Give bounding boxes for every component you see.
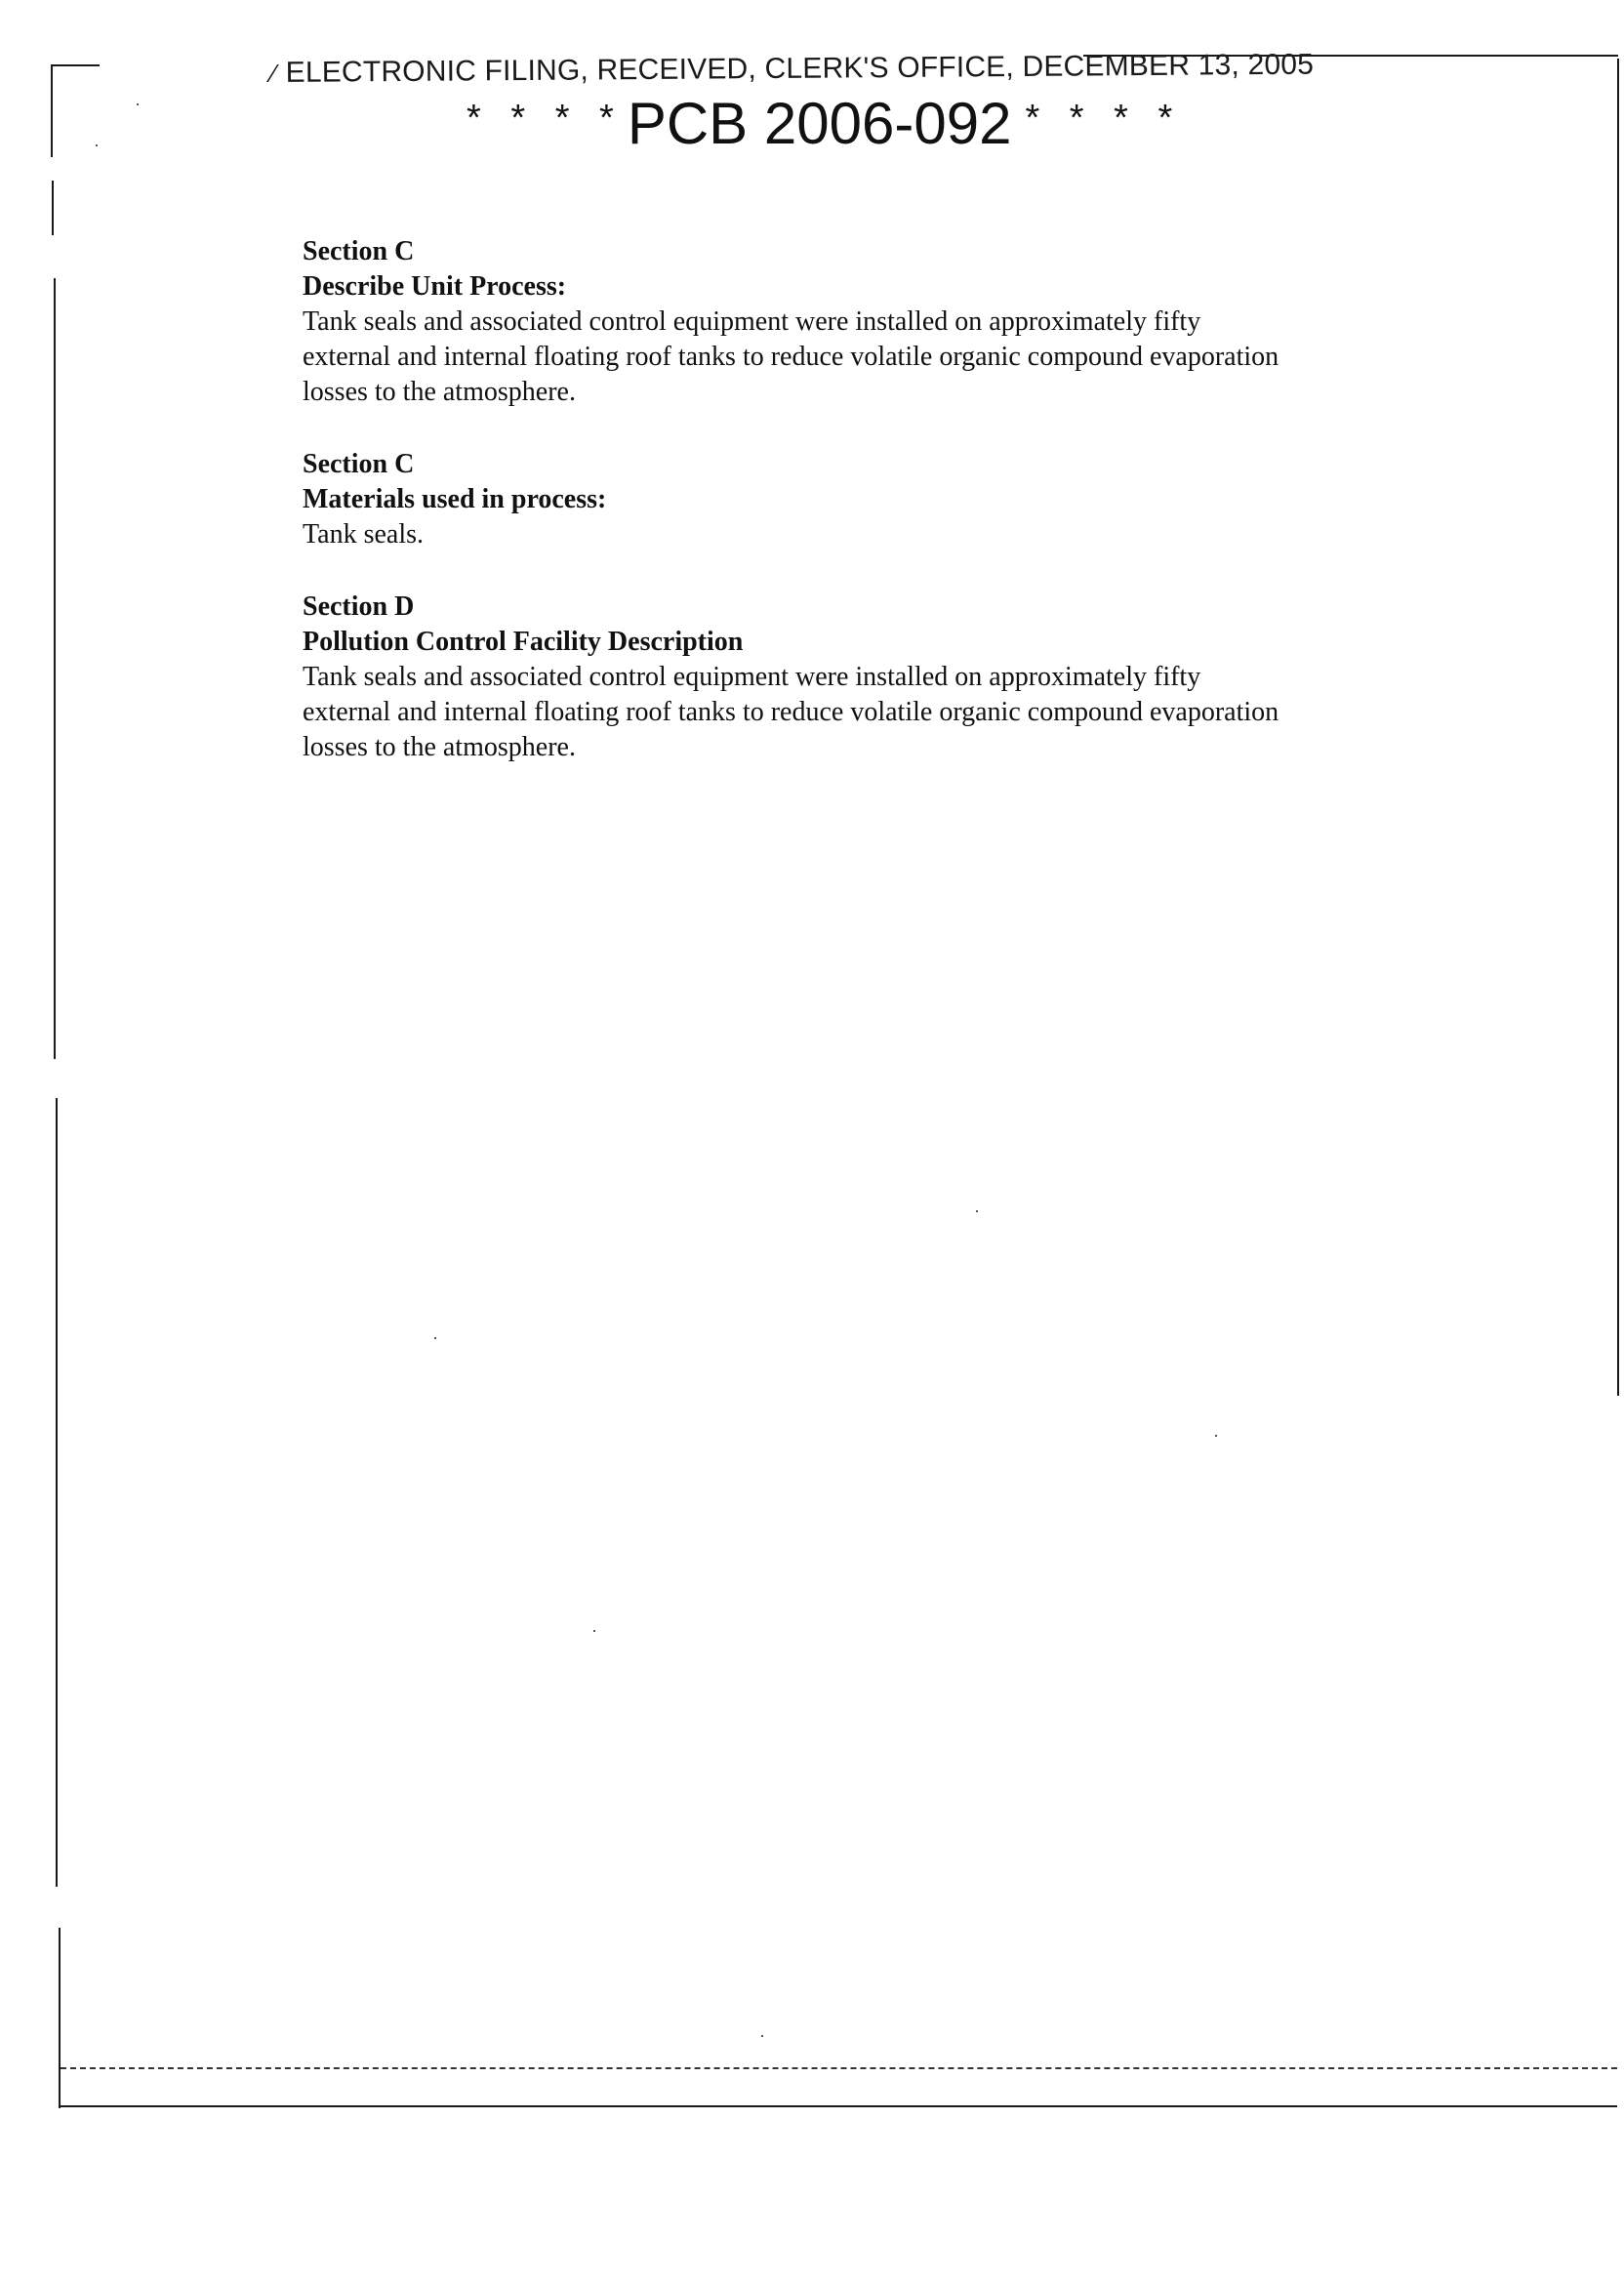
scan-frame-top-left-h: [51, 64, 100, 66]
section-subheading: Materials used in process:: [303, 484, 607, 514]
scan-frame-left-upper: [51, 64, 53, 157]
section-c-unit-process: [303, 234, 1425, 410]
scan-frame-left-mid: [52, 181, 54, 235]
section-d-pollution-control: [303, 590, 1425, 765]
case-suffix-stars: * * * *: [1025, 98, 1183, 139]
filing-stamp-text: ELECTRONIC FILING, RECEIVED, CLERK'S OFFICE, DECEMBER 13, 2005: [285, 48, 1315, 89]
scan-speck: [137, 103, 139, 105]
section-text-line: losses to the atmosphere.: [303, 732, 576, 762]
scan-speck: [96, 144, 98, 146]
case-number-line: [467, 90, 1182, 157]
scan-speck: [1215, 1435, 1217, 1437]
section-subheading: Describe Unit Process:: [303, 271, 567, 302]
section-subheading: Pollution Control Facility Description: [303, 627, 744, 657]
filing-stamp: [271, 49, 1314, 90]
check-mark-icon: ∕: [271, 58, 276, 88]
scan-frame-left-long: [54, 278, 56, 1059]
scan-frame-left-bottom: [59, 1928, 61, 2108]
section-heading: Section C: [303, 449, 415, 479]
section-text-line: Tank seals and associated control equipment were installed on approximately fifty: [303, 662, 1201, 692]
scan-speck: [593, 1630, 595, 1632]
case-number: PCB 2006-092: [627, 91, 1012, 156]
section-text-line: Tank seals and associated control equipment were installed on approximately fifty: [303, 306, 1201, 337]
section-text-line: external and internal floating roof tanks to reduce volatile organic compound evaporation: [303, 342, 1279, 372]
section-text-line: Tank seals.: [303, 519, 425, 550]
scan-speck: [434, 1337, 436, 1339]
scan-frame-bottom-solid: [61, 2105, 1617, 2107]
scan-frame-left-lower: [56, 1098, 58, 1887]
section-heading: Section D: [303, 591, 415, 622]
scan-speck: [761, 2035, 763, 2037]
section-text-line: external and internal floating roof tanks to reduce volatile organic compound evaporation: [303, 697, 1279, 727]
section-heading: Section C: [303, 236, 415, 266]
scan-frame-bottom-dashed: [61, 2067, 1617, 2069]
case-prefix-stars: * * * *: [467, 98, 624, 139]
scan-speck: [976, 1210, 978, 1212]
section-text-line: losses to the atmosphere.: [303, 377, 576, 407]
scan-frame-right: [1617, 59, 1619, 1396]
section-c-materials: [303, 447, 1425, 552]
document-body: [303, 234, 1425, 802]
